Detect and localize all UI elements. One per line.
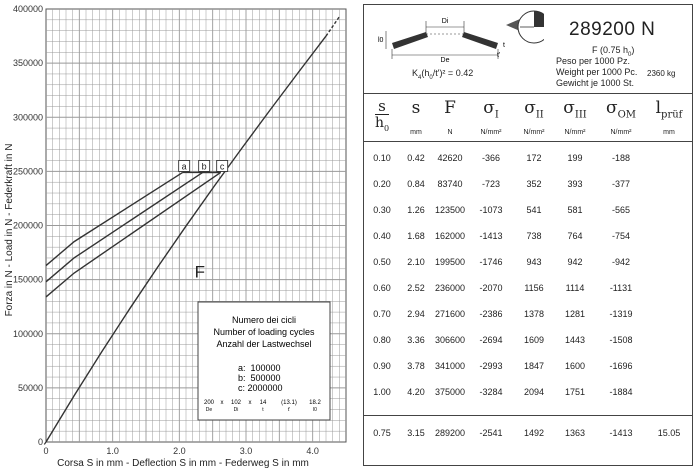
table-cell: -3284 <box>479 387 503 397</box>
footer-cell: 3.15 <box>407 428 425 438</box>
header-col-2: F N <box>444 98 456 137</box>
table-row <box>364 331 692 349</box>
weight-label-en: Weight per 1000 Pc. <box>556 67 638 77</box>
table-cell: 3.78 <box>407 361 425 371</box>
y-tick-label: 0 <box>37 437 43 447</box>
x-tick-label: 3.0 <box>239 446 253 456</box>
table-cell: 2.10 <box>407 257 425 267</box>
table-row <box>364 383 692 401</box>
table-cell: -1884 <box>609 387 633 397</box>
table-cell: 1609 <box>523 335 545 345</box>
legend-dim: 102 <box>230 400 242 406</box>
legend-dim: (13.1) <box>281 400 297 406</box>
table-cell: 0.40 <box>373 231 391 241</box>
table-cell: -942 <box>611 257 630 267</box>
table-row <box>364 305 692 323</box>
table-cell: 1443 <box>564 335 586 345</box>
y-tick-label: 350000 <box>12 58 43 69</box>
footer-cell: 289200 <box>434 428 466 438</box>
table-cell: 1751 <box>564 387 586 397</box>
table-cell: 0.80 <box>373 335 391 345</box>
table-cell: -188 <box>611 153 630 163</box>
table-cell: 42620 <box>437 153 463 163</box>
table-cell: -2386 <box>479 309 503 319</box>
spring-right-half-icon <box>462 32 498 49</box>
x-tick-label: 2.0 <box>173 446 186 456</box>
legend-entry-c: c: 2000000 <box>238 383 283 393</box>
dim-label-t-prime: t' <box>497 52 501 59</box>
table-cell: 0.70 <box>373 309 391 319</box>
header-col-3: $\sigma_I$ N/mm² <box>480 98 502 137</box>
table-cell: 2094 <box>523 387 545 397</box>
legend-dim-sub: t' <box>287 407 291 413</box>
table-cell: 942 <box>567 257 583 267</box>
table-cell: -1696 <box>609 361 633 371</box>
table-cell: 2.94 <box>407 309 425 319</box>
table-cell: 306600 <box>434 335 466 345</box>
dim-label-di: Di <box>441 18 449 25</box>
table-cell: -1413 <box>479 231 503 241</box>
table-cell: 1281 <box>564 309 586 319</box>
table-cell: 1600 <box>564 361 586 371</box>
table-cell: -2694 <box>479 335 503 345</box>
table-cell: 0.20 <box>373 179 391 189</box>
table-cell: 738 <box>526 231 542 241</box>
legend-dim: x <box>248 400 252 406</box>
table-cell: 1378 <box>523 309 545 319</box>
table-row <box>364 227 692 245</box>
table-cell: 162000 <box>434 231 466 241</box>
legend-dim-sub: Di <box>233 407 239 413</box>
table-cell: -1073 <box>479 205 503 215</box>
table-cell: 1156 <box>524 283 544 293</box>
legend-dim: 200 <box>203 400 215 406</box>
series-label-a: a <box>181 161 187 172</box>
table-footer-row <box>364 424 692 442</box>
x-tick-label: 1.0 <box>106 446 119 456</box>
legend-dim-sub: l0 <box>313 407 317 413</box>
table-cell: -754 <box>611 231 630 241</box>
header-col-1: s mm <box>410 98 422 137</box>
table-cell: -2070 <box>479 283 503 293</box>
table-cell: 3.36 <box>407 335 425 345</box>
x-tick-label: 4.0 <box>306 446 319 456</box>
table-cell: 0.30 <box>373 205 391 215</box>
footer-cell: 1492 <box>523 428 545 438</box>
table-cell: 0.90 <box>373 361 391 371</box>
x-tick-label: 0 <box>43 446 49 456</box>
y-tick-label: 100000 <box>12 328 43 339</box>
series-label-F: F <box>194 262 206 282</box>
footer-separator <box>364 415 692 416</box>
legend-title-line: Numero dei cicli <box>231 315 297 325</box>
table-cell: 271600 <box>434 309 466 319</box>
table-row <box>364 357 692 375</box>
table-header <box>364 93 692 142</box>
table-cell: 764 <box>567 231 583 241</box>
y-tick-label: 400000 <box>12 4 43 14</box>
table-cell: 1.00 <box>373 387 391 397</box>
table-cell: 199500 <box>434 257 466 267</box>
table-cell: 236000 <box>434 283 466 293</box>
legend-entry-a: a: 100000 <box>238 363 281 373</box>
table-row <box>364 201 692 219</box>
table-row <box>364 253 692 271</box>
weight-label-de: Gewicht je 1000 St. <box>556 78 635 88</box>
table-cell: -1131 <box>609 283 633 293</box>
table-cell: 83740 <box>437 179 463 189</box>
table-cell: -366 <box>481 153 500 163</box>
x-axis-title: Corsa S in mm - Deflection S in mm - Federweg S in mm <box>57 458 309 469</box>
footer-cell: 15.05 <box>657 428 681 438</box>
table-cell: 0.60 <box>373 283 391 293</box>
table-cell: 0.84 <box>407 179 425 189</box>
weight-label-it: Peso per 1000 Pz. <box>556 56 631 66</box>
header-col-4: $\sigma_{II}$ N/mm² <box>523 98 545 137</box>
table-row <box>364 149 692 167</box>
table-cell: 1114 <box>565 283 585 293</box>
series-label-c: c <box>219 161 225 172</box>
footer-cell: 1363 <box>564 428 586 438</box>
y-axis-title: Forza in N - Load in N - Federkraft in N <box>4 143 15 317</box>
chart-legend <box>198 302 330 420</box>
k4-formula: $K_4(h_0/t')^2 = 0.42$ <box>412 68 474 81</box>
table-cell: 375000 <box>434 387 466 397</box>
table-cell: 0.42 <box>407 153 425 163</box>
table-row <box>364 279 692 297</box>
dim-label-l0: l0 <box>378 37 384 44</box>
legend-dim: x <box>220 400 224 406</box>
footer-cell: -2541 <box>479 428 503 438</box>
x-tick-labels <box>43 446 318 456</box>
table-row <box>364 175 692 193</box>
table-cell: 123500 <box>434 205 466 215</box>
table-cell: -2993 <box>479 361 503 371</box>
dim-label-de: De <box>440 57 450 64</box>
legend-entry-b: b: 500000 <box>238 373 281 383</box>
table-cell: 0.10 <box>373 153 391 163</box>
dim-label-t: t <box>503 42 505 49</box>
header-col-7: $l_{prüf}$ mm <box>655 98 683 137</box>
force-note: F (0.75 $h_0$) <box>592 45 635 58</box>
y-tick-label: 200000 <box>12 220 43 231</box>
table-cell: 581 <box>567 205 583 215</box>
legend-dim: 18.2 <box>309 400 321 406</box>
header-col-6: $\sigma_{OM}$ N/mm² <box>605 98 637 137</box>
weight-value: 2360 kg <box>647 69 676 78</box>
table-cell: 1.26 <box>407 205 425 215</box>
footer-cell: 0.75 <box>373 428 391 438</box>
header-col-5: $\sigma_{III}$ N/mm² <box>563 98 587 137</box>
footer-cell: -1413 <box>609 428 633 438</box>
table-cell: 341000 <box>434 361 466 371</box>
legend-title-line: Number of loading cycles <box>213 327 315 337</box>
legend-dim-sub: De <box>205 407 213 413</box>
table-cell: 1847 <box>523 361 545 371</box>
table-cell: -377 <box>611 179 630 189</box>
table-cell: -1319 <box>609 309 633 319</box>
table-cell: 541 <box>526 205 542 215</box>
table-cell: 2.52 <box>407 283 425 293</box>
legend-dim: 14 <box>259 400 267 406</box>
part-number: 289200 N <box>569 19 656 40</box>
table-cell: 352 <box>526 179 542 189</box>
table-cell: -1508 <box>609 335 633 345</box>
spring-spec-box <box>364 5 692 94</box>
table-cell: -723 <box>481 179 500 189</box>
table-cell: 943 <box>526 257 542 267</box>
spec-table-panel <box>363 4 693 466</box>
spring-left-half-icon <box>392 32 428 49</box>
y-tick-label: 250000 <box>12 166 43 177</box>
legend-title-line: Anzahl der Lastwechsel <box>216 339 312 349</box>
table-cell: 0.50 <box>373 257 391 267</box>
legend-dim-sub: t <box>262 407 264 413</box>
y-tick-label: 150000 <box>12 274 43 285</box>
table-cell: 172 <box>526 153 542 163</box>
table-cell: 4.20 <box>407 387 425 397</box>
table-cell: -565 <box>611 205 630 215</box>
y-tick-label: 300000 <box>12 112 43 123</box>
table-cell: 393 <box>567 179 583 189</box>
y-tick-label: 50000 <box>17 382 43 393</box>
table-cell: 1.68 <box>407 231 425 241</box>
series-label-b: b <box>201 161 207 172</box>
y-tick-labels <box>13 4 43 447</box>
table-cell: -1746 <box>479 257 503 267</box>
table-cell: 199 <box>567 153 583 163</box>
header-col-0: $\frac{s}{h_0}$ <box>374 97 390 133</box>
